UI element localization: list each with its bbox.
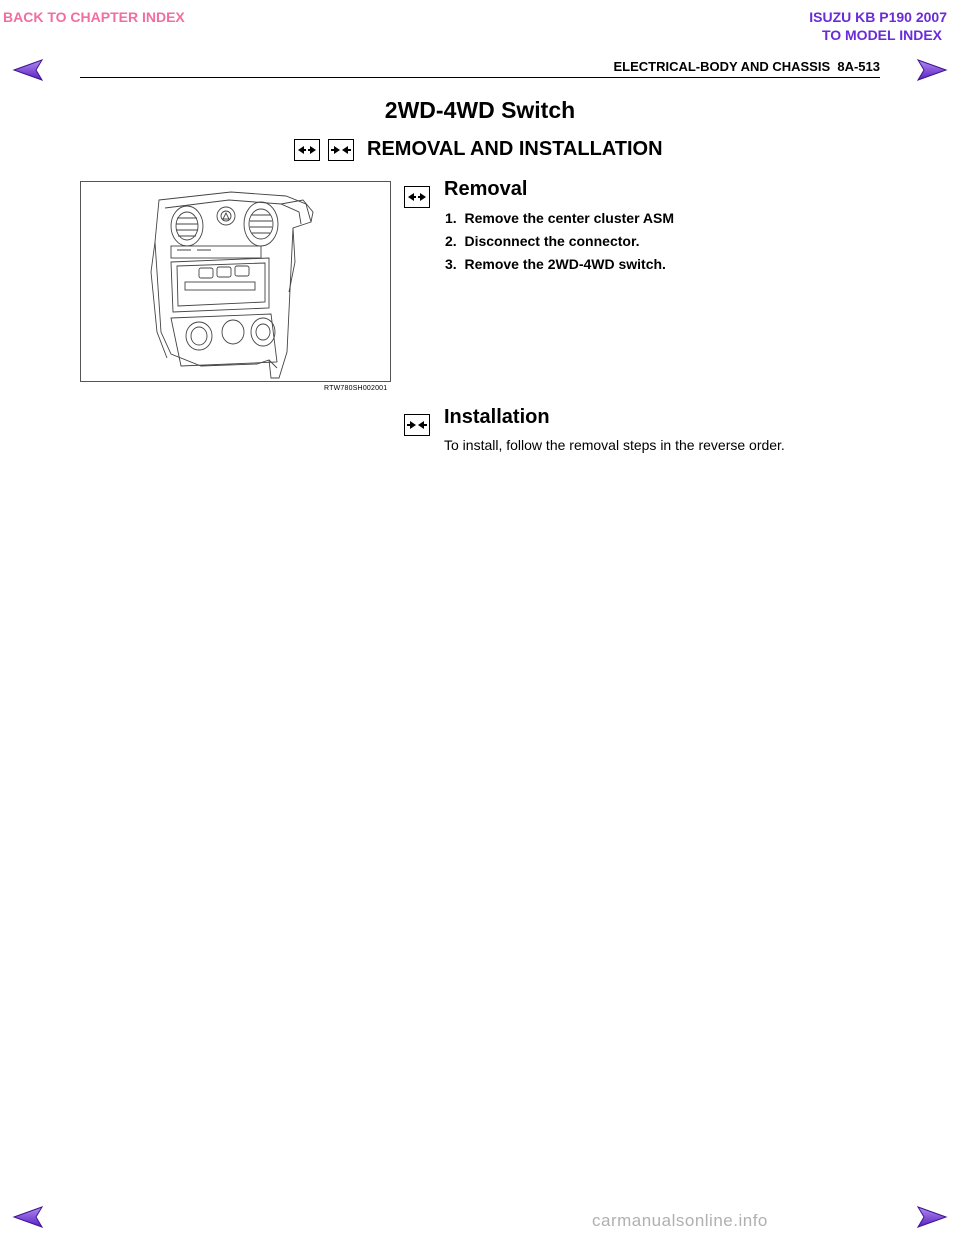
installation-heading: Installation — [444, 406, 550, 428]
step-text: Disconnect the connector. — [464, 233, 640, 249]
to-model-index-link[interactable]: TO MODEL INDEX — [821, 27, 942, 43]
prev-page-arrow-icon[interactable] — [12, 58, 50, 82]
next-page-arrow-icon[interactable] — [910, 58, 948, 82]
step-number: 3. — [445, 256, 457, 272]
installation-symbol-icon — [328, 139, 354, 161]
removal-step-2 — [445, 233, 640, 249]
bottom-next-page-arrow-icon[interactable] — [910, 1205, 948, 1229]
section-header: ELECTRICAL-BODY AND CHASSIS 8A-513 — [613, 59, 880, 74]
model-title-link[interactable]: ISUZU KB P190 2007 — [809, 9, 947, 25]
step-number: 1. — [445, 210, 457, 226]
step-text: Remove the 2WD-4WD switch. — [464, 256, 666, 272]
footer-watermark: carmanualsonline.info — [592, 1211, 768, 1230]
bottom-prev-page-arrow-icon[interactable] — [12, 1205, 50, 1229]
installation-text: To install, follow the removal steps in the reverse order. — [444, 437, 785, 453]
page-title: 2WD-4WD Switch — [384, 97, 576, 123]
removal-heading: Removal — [444, 178, 528, 200]
section-subtitle: REMOVAL AND INSTALLATION — [367, 138, 663, 160]
back-to-chapter-index-link[interactable]: BACK TO CHAPTER INDEX — [3, 9, 185, 25]
figure-caption: RTW780SH002001 — [324, 385, 388, 392]
center-cluster-illustration — [80, 181, 391, 382]
step-text: Remove the center cluster ASM — [464, 210, 675, 226]
step-number: 2. — [445, 233, 457, 249]
removal-section-icon — [404, 186, 430, 208]
removal-symbol-icon — [294, 139, 320, 161]
header-divider — [80, 77, 880, 78]
installation-section-icon — [404, 414, 430, 436]
removal-step-3 — [445, 256, 666, 272]
removal-step-1 — [445, 210, 674, 226]
